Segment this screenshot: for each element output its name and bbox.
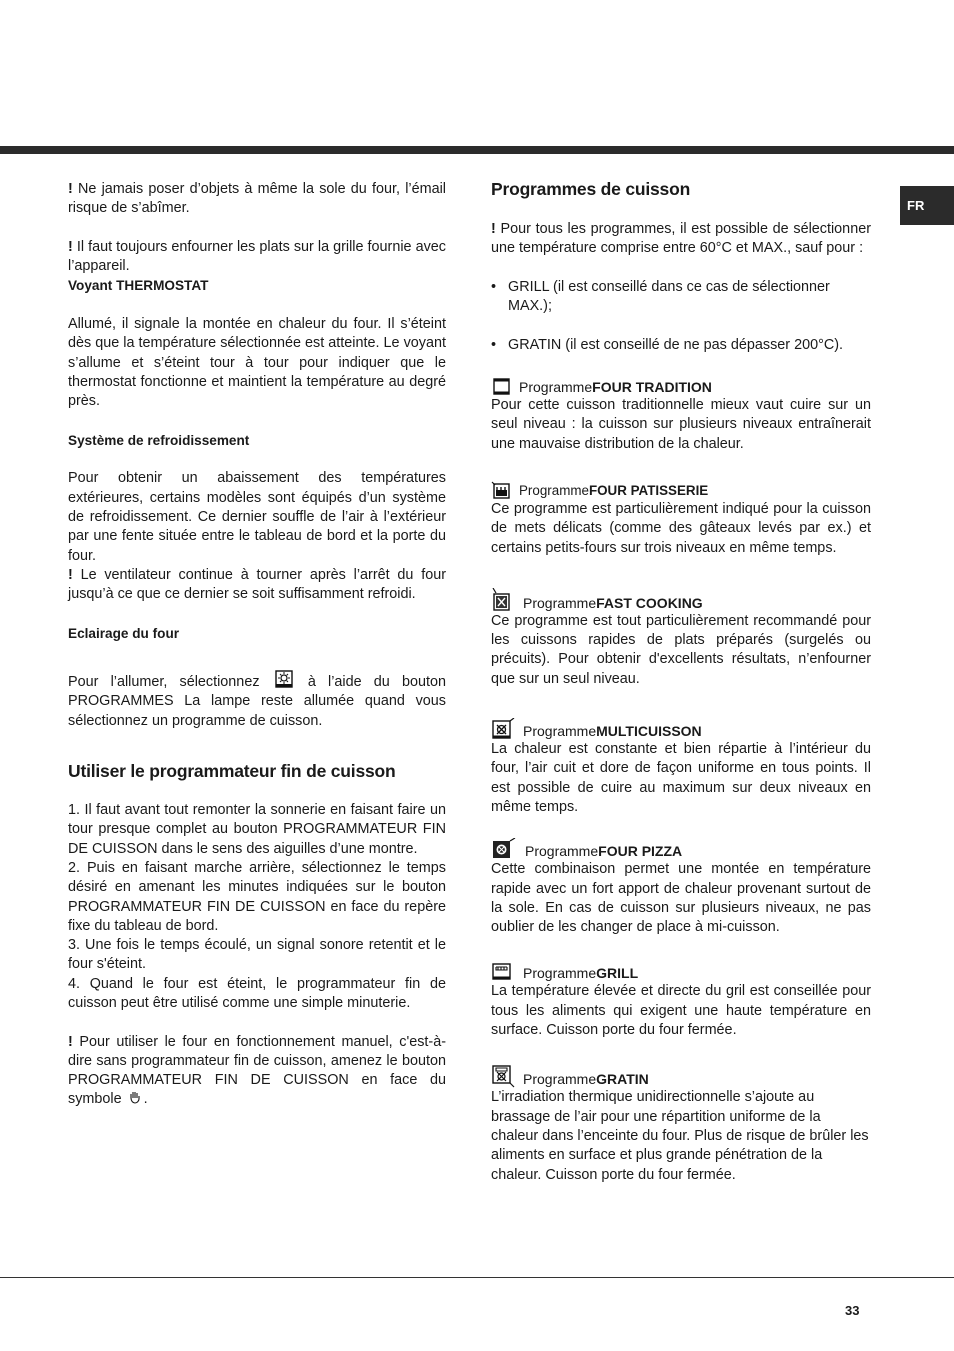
exception-grill: • GRILL (il est conseillé dans ce cas de sélectionner MAX.); (491, 278, 871, 317)
warning-icon: ! (68, 566, 73, 583)
voyant-text: Allumé, il signale la montée en chaleur du four. Il s’éteint dès que la température sélectionnée est atteinte. Le voyant s’allume et s’éteint tour à tour pour indiquer que le thermostat fonctionne et maintient la température au degré près. (68, 316, 446, 410)
step-1: 1. Il faut avant tout remonter la sonnerie en faisant faire un tour presque complet au bouton PROGRAMMATEUR FIN DE CUISSON dans le sens des aiguilles d’une montre. (68, 802, 446, 857)
refroidissement-heading: Système de refroidissement (68, 432, 250, 448)
warning-grille: ! Il faut toujours enfourner les plats sur la grille fournie avec l’appareil. (68, 238, 446, 275)
manual-mode-note: ! Pour utiliser le four en fonctionnement manuel, c'est-à-dire sans programmateur fin de cuisson, amenez le bouton PROGRAMMATEUR FIN DE CUISSON en face du symbole . (68, 1033, 446, 1108)
warning-icon: ! (68, 181, 73, 197)
refroidissement-text: Pour obtenir un abaissement des températures extérieures, certains modèles sont équipés d’un système de refroidissement. Ce dernier souffle de l’air à l’extérieur par une fente située entre le tableau de bord et la porte du four. (68, 470, 446, 564)
eclairage-heading: Eclairage du four (68, 625, 180, 641)
program-four-patisserie: Programme FOUR PATISSERIE (491, 481, 871, 500)
step-2: 2. Puis en faisant marche arrière, sélectionnez le temps désiré en amenant les minutes indiquées sur le bouton PROGRAMMATEUR FIN DE CUISSON en face du repère fixe du tableau de bord. (68, 859, 446, 934)
program-four-tradition: Programme FOUR TRADITION (491, 377, 871, 396)
four-tradition-icon (491, 377, 511, 396)
fast-cooking-text: Ce programme est tout particulièrement recommandé pour les cuissons rapides de plats préparés (surgelés ou précuits). Pour obtenir d'excellents résultats, n’enfourner que sur un seul niveau. (491, 612, 871, 687)
top-rule (0, 146, 954, 154)
programmateur-heading: Utiliser le programmateur fin de cuisson (68, 761, 396, 782)
warning-icon: ! (68, 1033, 73, 1050)
voyant-heading: Voyant THERMOSTAT (68, 278, 209, 294)
program-fast-cooking: Programme FAST COOKING (491, 588, 871, 612)
program-gratin: Programme GRATIN (491, 1064, 871, 1088)
refroidissement-note: ! Le ventilateur continue à tourner après l’arrêt du four jusqu’à ce que ce dernier se soit suffisamment refroidi. (68, 566, 446, 603)
four-pizza-text: Cette combinaison permet une montée en température rapide avec un fort apport de chaleur provenant surtout de la sole. En cas de cuisson sur plusieurs niveaux, ne pas oublier de les changer de place à mi-cuisson. (491, 861, 871, 936)
left-column (68, 180, 446, 1110)
warning-sole: ! Ne jamais poser d’objets à même la sole du four, l’émail risque de s’abîmer. (68, 181, 446, 217)
fast-cooking-icon (491, 588, 515, 612)
grill-text: La température élevée et directe du gril est conseillée pour tous les aliments qui exigent une haute température en surface. Cuisson porte du four fermée. (491, 983, 871, 1039)
bottom-rule (0, 1277, 954, 1278)
lamp-icon (274, 669, 294, 689)
exception-gratin: • GRATIN (il est conseillé de ne pas dépasser 200°C). (491, 336, 871, 355)
step-4: 4. Quand le four est éteint, le programmateur fin de cuisson peut être utilisé comme une simple minuterie. (68, 975, 446, 1011)
warning-icon: ! (491, 221, 496, 237)
hand-icon (128, 1090, 142, 1104)
multicuisson-text: La chaleur est constante et bien répartie à l’intérieur du four, l’air cuit et dore de façon uniforme en tous points. Il est possible de cuire au maximum sur deux niveaux en même temps. (491, 741, 871, 815)
warning-icon: ! (68, 238, 73, 255)
grill-icon (491, 963, 515, 982)
page-number: 33 (845, 1303, 860, 1318)
programmes-heading: Programmes de cuisson (491, 179, 691, 199)
program-multicuisson: Programme MULTICUISSON (491, 718, 871, 740)
step-3: 3. Une fois le temps écoulé, un signal sonore retentit et le four s'éteint. (68, 937, 446, 973)
gratin-icon (491, 1064, 515, 1088)
program-grill: Programme GRILL (491, 963, 871, 982)
gratin-text: L’irradiation thermique unidirectionnelle s’ajoute au brassage de l’air pour une répartition uniforme de la chaleur dans l’enceinte du four. Plus de risque de brûler les aliments en surface et plus grande pénétration de la chaleur. Cuisson porte du four fermée. (491, 1089, 869, 1183)
four-patisserie-icon (491, 481, 511, 500)
four-pizza-icon (491, 838, 517, 860)
four-tradition-text: Pour cette cuisson traditionnelle mieux vaut cuire sur un seul niveau : la cuisson sur plusieurs niveaux entraînerait une mauvaise distribution de la chaleur. (491, 397, 871, 452)
program-four-pizza: Programme FOUR PIZZA (491, 838, 871, 860)
four-patisserie-text: Ce programme est particulièrement indiqué pour la cuisson de mets délicats (comme des gâteaux levés par ex.) et certains petits-fours sur trois niveaux en même temps. (491, 500, 871, 556)
eclairage-text: Pour l’allumer, sélectionnez à l’aide du bouton PROGRAMMES La lampe reste allumée quand vous sélectionnez un programme de cuisson. (68, 669, 446, 731)
right-column (491, 178, 871, 1185)
language-tab: FR (900, 186, 954, 225)
multicuisson-icon (491, 718, 515, 740)
programmes-intro: ! Pour tous les programmes, il est possible de sélectionner une température comprise entre 60°C et MAX., sauf pour : (491, 221, 871, 257)
